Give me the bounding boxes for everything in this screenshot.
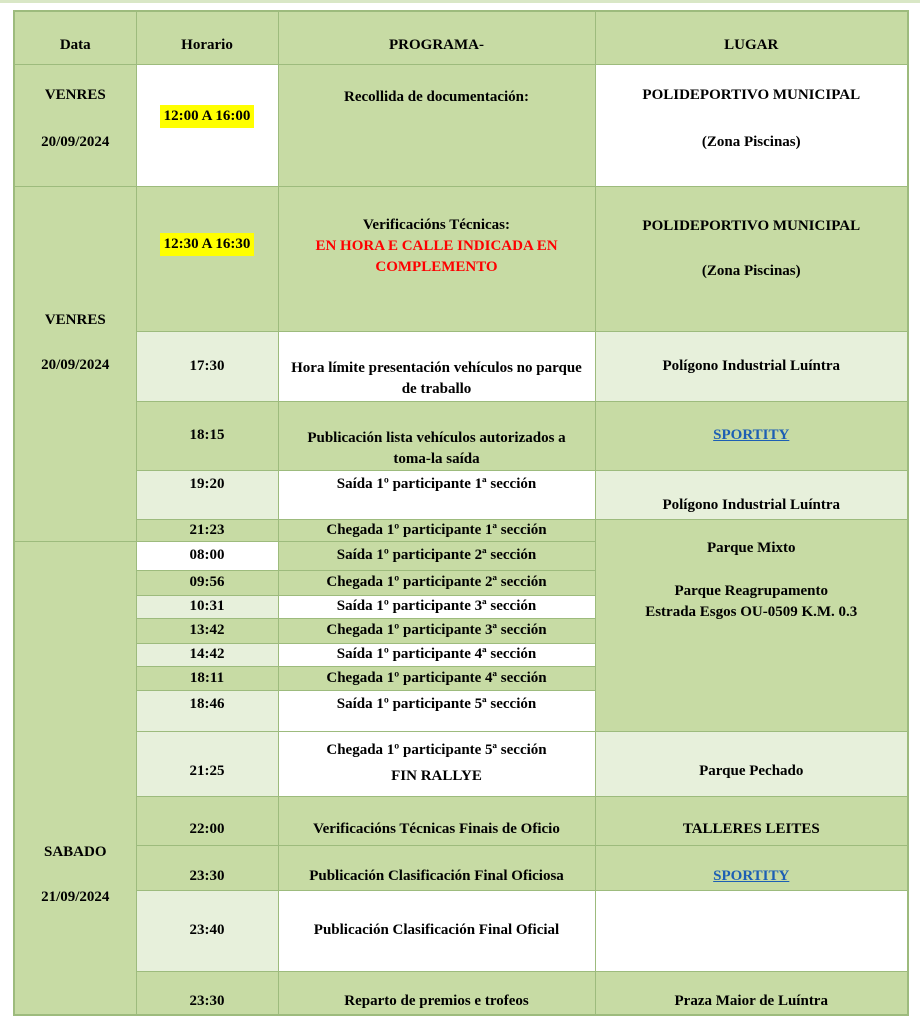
cell-program-clasificacion-oficial: Publicación Clasificación Final Oficial (278, 890, 595, 971)
cell-program-saida-5: Saída 1º participante 5ª sección (278, 690, 595, 731)
page-top-strip (0, 0, 920, 3)
program-warning-text: COMPLEMENTO (375, 259, 498, 275)
cell-date-sabado (14, 541, 136, 1015)
place-text: Parque Mixto (707, 539, 796, 556)
cell-time-2123: 21:23 (136, 519, 278, 541)
cell-program-saida-3: Saída 1º participante 3ª sección (278, 595, 595, 618)
place-text: POLIDEPORTIVO MUNICIPAL (642, 86, 861, 103)
cell-program-saida-4: Saída 1º participante 4ª sección (278, 643, 595, 666)
program-warning-text: EN HORA E CALLE INDICADA EN (315, 238, 558, 254)
cell-time-1442: 14:42 (136, 643, 278, 666)
date-label: 21/09/2024 (41, 888, 110, 905)
sportity-link[interactable]: SPORTITY (713, 427, 790, 443)
cell-program-verificacions (278, 186, 595, 331)
row-recollida (14, 64, 908, 186)
cell-program-chegada-1: Chegada 1º participante 1ª sección (278, 519, 595, 541)
cell-place-parque-pechado: Parque Pechado (595, 731, 908, 796)
cell-place-poligono-1: Polígono Industrial Luíntra (595, 331, 908, 401)
cell-program-hora-limite: Hora límite presentación vehículos no parque de traballo (278, 331, 595, 401)
schedule-table (13, 10, 909, 1016)
row-clasificacion-oficial (14, 890, 908, 971)
cell-time-1920: 19:20 (136, 470, 278, 519)
col-header-data: Data (14, 11, 136, 64)
cell-time-1031: 10:31 (136, 595, 278, 618)
row-hora-limite (14, 331, 908, 401)
cell-place-sportity-2 (595, 845, 908, 890)
place-subtext: (Zona Piscinas) (701, 262, 801, 279)
day-label: VENRES (44, 311, 106, 328)
cell-date-venres-1 (14, 64, 136, 186)
cell-time-recollida (136, 64, 278, 186)
cell-program-chegada-4: Chegada 1º participante 4ª sección (278, 666, 595, 690)
cell-place-polideportivo-2 (595, 186, 908, 331)
row-verificacions-finais (14, 796, 908, 845)
highlighted-time: 12:00 A 16:00 (160, 105, 255, 128)
program-text: Chegada 1º participante 5ª sección (326, 742, 547, 758)
cell-time-2125: 21:25 (136, 731, 278, 796)
cell-program-premios: Reparto de premios e trofeos (278, 971, 595, 1015)
col-header-horario: Horario (136, 11, 278, 64)
place-text: Parque Reagrupamento (674, 582, 828, 599)
program-text: Verificacións Técnicas: (362, 217, 511, 233)
place-text: POLIDEPORTIVO MUNICIPAL (642, 217, 861, 234)
day-label: SABADO (43, 843, 107, 860)
cell-time-verificacions (136, 186, 278, 331)
cell-program-chegada-2: Chegada 1º participante 2ª sección (278, 570, 595, 595)
header-row (14, 11, 908, 64)
cell-place-sportity-1 (595, 401, 908, 470)
place-subtext: (Zona Piscinas) (701, 133, 801, 150)
cell-time-1846: 18:46 (136, 690, 278, 731)
cell-time-2200: 22:00 (136, 796, 278, 845)
cell-time-0956: 09:56 (136, 570, 278, 595)
date-label: 20/09/2024 (41, 133, 110, 150)
cell-place-poligono-2: Polígono Industrial Luíntra (595, 470, 908, 519)
date-label: 20/09/2024 (41, 356, 110, 373)
cell-program-fin-rallye (278, 731, 595, 796)
cell-place-parque-mixto (595, 519, 908, 731)
cell-place-polideportivo-1 (595, 64, 908, 186)
cell-program-saida-2: Saída 1º participante 2ª sección (278, 541, 595, 570)
col-header-lugar: LUGAR (595, 11, 908, 64)
cell-program-recollida: Recollida de documentación: (278, 64, 595, 186)
cell-time-1730: 17:30 (136, 331, 278, 401)
cell-time-1815: 18:15 (136, 401, 278, 470)
day-label: VENRES (44, 86, 106, 103)
cell-time-2330-premios: 23:30 (136, 971, 278, 1015)
cell-time-1342: 13:42 (136, 618, 278, 643)
cell-time-0800: 08:00 (136, 541, 278, 570)
cell-time-2330-oficiosa: 23:30 (136, 845, 278, 890)
row-saida-1 (14, 470, 908, 519)
row-verificacions (14, 186, 908, 331)
cell-program-chegada-3: Chegada 1º participante 3ª sección (278, 618, 595, 643)
row-chegada-1 (14, 519, 908, 541)
cell-place-empty (595, 890, 908, 971)
cell-program-saida-1: Saída 1º participante 1ª sección (278, 470, 595, 519)
place-subtext: Estrada Esgos OU-0509 K.M. 0.3 (645, 603, 858, 620)
cell-time-1811: 18:11 (136, 666, 278, 690)
fin-rallye-label: FIN RALLYE (391, 768, 482, 784)
row-clasificacion-oficiosa (14, 845, 908, 890)
cell-place-praza-maior: Praza Maior de Luíntra (595, 971, 908, 1015)
row-premios (14, 971, 908, 1015)
row-fin-rallye (14, 731, 908, 796)
cell-place-talleres-leites: TALLERES LEITES (595, 796, 908, 845)
row-publicacion-lista (14, 401, 908, 470)
cell-program-verificacions-finais: Verificacións Técnicas Finais de Oficio (278, 796, 595, 845)
cell-time-2340: 23:40 (136, 890, 278, 971)
cell-program-clasificacion-oficiosa: Publicación Clasificación Final Oficiosa (278, 845, 595, 890)
sportity-link[interactable]: SPORTITY (713, 868, 790, 884)
cell-program-publicacion-lista: Publicación lista vehículos autorizados a toma-la saída (278, 401, 595, 470)
col-header-programa: PROGRAMA- (278, 11, 595, 64)
cell-date-venres-2 (14, 186, 136, 541)
highlighted-time: 12:30 A 16:30 (160, 233, 255, 256)
